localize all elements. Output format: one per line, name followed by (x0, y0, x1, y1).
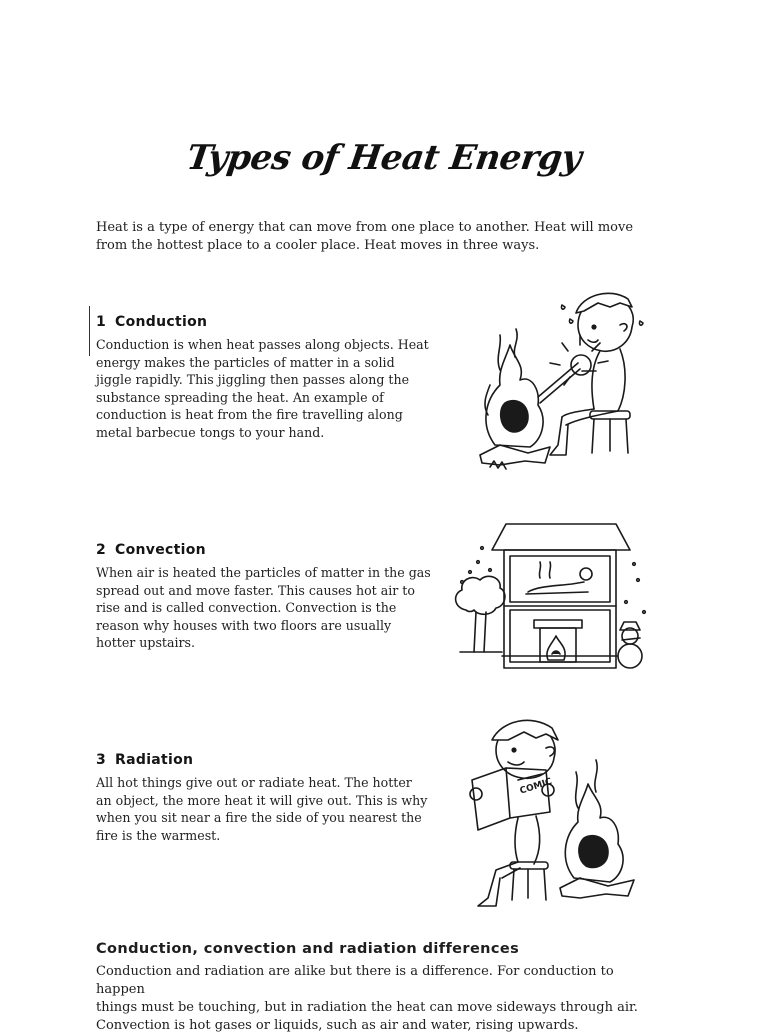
text-line: rise and is called convection. Convection is the (96, 600, 397, 616)
comic-label: COMIC (518, 776, 554, 797)
section-title: Radiation (115, 752, 194, 768)
text-line: When air is heated the particles of matter in the gas (96, 565, 431, 580)
section-number: 3 (96, 752, 107, 768)
page-title: Types of Heat Energy (184, 138, 584, 178)
text-line: conduction is heat from the fire travelling along (96, 407, 403, 423)
text-line: fire is the warmest. (96, 827, 221, 843)
text-line: metal barbecue tongs to your hand. (96, 424, 325, 440)
radiation-illustration (466, 718, 651, 918)
section-number: 1 (96, 314, 107, 330)
text-line: Conduction is when heat passes along objects. Heat (96, 337, 429, 352)
text-line: Convection is hot gases or liquids, such as air and water, rising upwards. (96, 1018, 579, 1033)
text-line: All hot things give out or radiate heat. The hotter (96, 775, 412, 790)
text-line: reason why houses with two floors are usually (96, 617, 392, 633)
margin-mark (89, 306, 90, 356)
text-line: hotter upstairs. (96, 635, 196, 651)
conduction-paragraph (96, 336, 429, 442)
differences-paragraph (96, 963, 666, 1035)
radiation-heading (96, 752, 193, 768)
text-line: jiggle rapidly. This jiggling then passes along the (96, 372, 410, 388)
text-line: when you sit near a fire the side of you nearest the (96, 810, 422, 826)
convection-illustration (448, 520, 653, 672)
conduction-heading (96, 314, 207, 330)
text-line: spread out and move faster. This causes hot air to (96, 582, 415, 598)
convection-paragraph (96, 564, 431, 652)
convection-heading (96, 542, 206, 558)
differences-heading: Conduction, convection and radiation differences (96, 941, 520, 957)
text-line: Conduction and radiation are alike but there is a difference. For conduction to happen (96, 964, 614, 997)
section-title: Convection (115, 542, 206, 558)
section-number: 2 (96, 542, 107, 558)
radiation-paragraph (96, 774, 427, 844)
text-line: substance spreading the heat. An example of (96, 389, 384, 405)
section-title: Conduction (115, 314, 208, 330)
text-line: energy makes the particles of matter in a solid (96, 354, 395, 370)
text-line: things must be touching, but in radiation the heat can move sideways through air. (96, 1000, 638, 1015)
text-line: an object, the more heat it will give out. This is why (96, 792, 428, 808)
conduction-illustration (470, 285, 655, 475)
intro-paragraph: Heat is a type of energy that can move from one place to another. Heat will move from the hottest place to a cooler place. Heat moves in three ways. (96, 220, 634, 253)
